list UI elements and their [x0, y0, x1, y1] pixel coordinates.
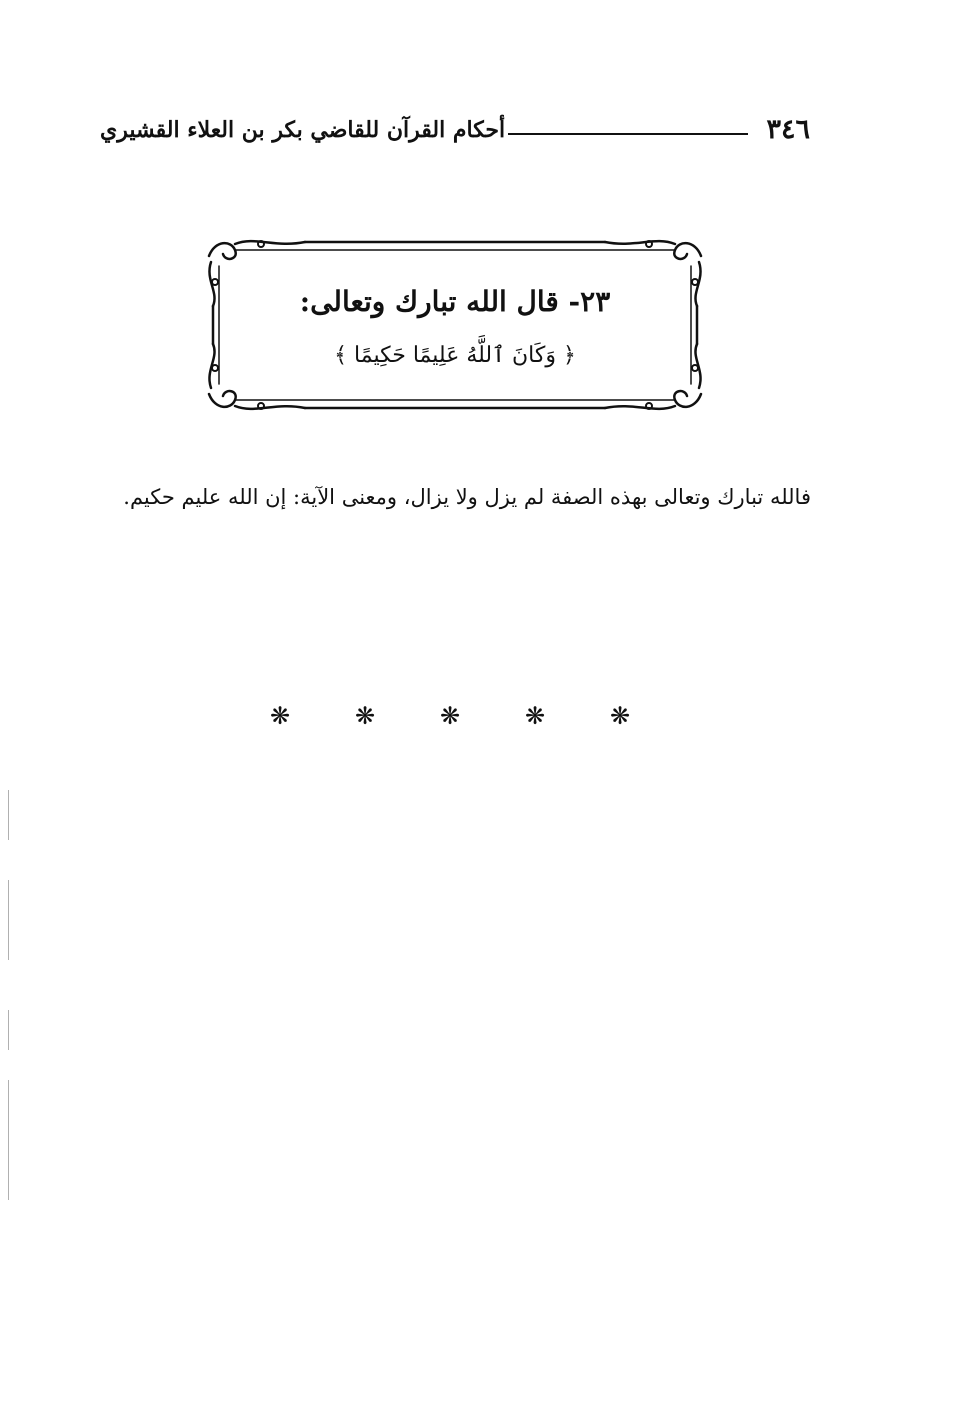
- scan-mark: [8, 790, 9, 840]
- asterism-icon: ❋: [269, 702, 291, 730]
- asterism-icon: ❋: [439, 702, 461, 730]
- body-paragraph: فالله تبارك وتعالى بهذه الصفة لم يزل ولا يزال، ومعنى الآية: إن الله عليم حكيم.: [123, 485, 811, 509]
- ornamental-frame: [205, 236, 705, 414]
- scan-mark: [8, 880, 9, 960]
- asterism-icon: ❋: [609, 702, 631, 730]
- section-separator: [260, 696, 640, 736]
- scan-mark: [8, 1010, 9, 1050]
- ornament-border-icon: [205, 236, 705, 414]
- page-header: [100, 112, 810, 156]
- section-heading: ٢٣- قال الله تبارك وتعالى:: [299, 285, 611, 318]
- header-rule: [508, 133, 748, 135]
- asterism-icon: ❋: [524, 702, 546, 730]
- asterism-icon: ❋: [354, 702, 376, 730]
- book-title: أحكام القرآن للقاضي بكر بن العلاء القشيري: [100, 117, 506, 143]
- scan-mark: [8, 1080, 9, 1200]
- page-number: ٣٤٦: [766, 114, 810, 145]
- quran-verse: ﴿ وَكَانَ ٱللَّهُ عَلِيمًا حَكِيمًا ﴾: [334, 343, 576, 368]
